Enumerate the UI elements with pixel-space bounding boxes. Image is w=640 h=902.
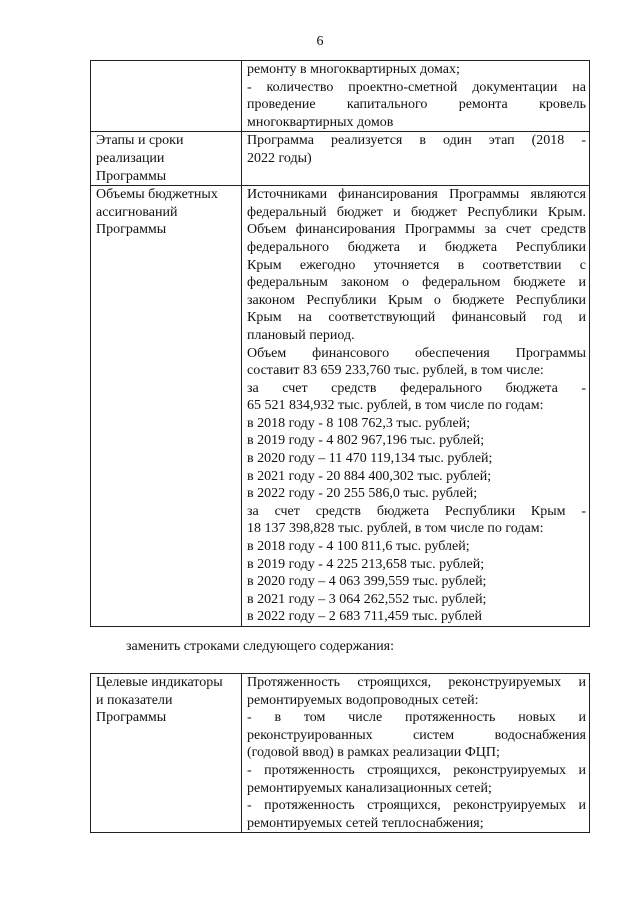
text-line: 18 137 398,828 тыс. рублей, в том числе по годам: (247, 521, 544, 537)
row-label-cell (91, 186, 242, 627)
row-content-cell (242, 132, 590, 186)
text-line: - в том числе протяженность новых и (247, 710, 586, 726)
text-line: в 2018 году - 4 100 811,6 тыс. рублей; (247, 539, 470, 555)
text-line: многоквартирных домов (247, 114, 394, 130)
text-line: Источниками финансирования Программы являются (247, 187, 586, 203)
row-label-line: Целевые индикаторы (96, 675, 223, 690)
row-label-line: Программы (96, 222, 167, 238)
row-label-line: Программы (96, 168, 167, 184)
text-line: (годовой ввод) в рамках реализации ФЦП; (247, 745, 500, 761)
table-row (91, 61, 590, 132)
table-row (91, 186, 590, 627)
text-line: Крым ежегодно уточняется в соответствии с (247, 257, 586, 273)
text-line: ремонту в многоквартирных домах; (247, 62, 460, 77)
table-row (91, 674, 590, 833)
row-label-line: Объемы бюджетных (96, 187, 218, 203)
text-line: за счет средств бюджета Республики Крым - (247, 503, 586, 519)
text-line: ремонтируемых водопроводных сетей: (247, 692, 479, 708)
text-line: за счет средств федерального бюджета - (247, 380, 586, 396)
text-line: проведение капитального ремонта кровель (247, 97, 586, 113)
text-line: ремонтируемых сетей теплоснабжения; (247, 815, 484, 831)
text-line: реконструированных систем водоснабжения (247, 727, 586, 743)
text-line: в 2019 году - 4 225 213,658 тыс. рублей; (247, 556, 485, 572)
text-line: 65 521 834,932 тыс. рублей, в том числе по годам: (247, 398, 544, 414)
text-line: в 2022 году - 20 255 586,0 тыс. рублей; (247, 486, 478, 502)
text-line: законом Республики Крым о бюджете Республики (247, 292, 586, 308)
text-line: в 2021 году - 20 884 400,302 тыс. рублей; (247, 468, 492, 484)
text-line: в 2020 году – 11 470 119,134 тыс. рублей; (247, 451, 493, 467)
text-line: в 2022 году – 2 683 711,459 тыс. рублей (247, 609, 483, 625)
passport-table-new (90, 673, 590, 833)
row-label-line: Программы (96, 710, 167, 726)
text-line: составит 83 659 233,760 тыс. рублей, в том числе: (247, 363, 544, 379)
row-label-cell (91, 132, 242, 186)
table-row (91, 132, 590, 186)
row-label-line: Этапы и сроки (96, 133, 184, 149)
page-number: 6 (316, 34, 324, 49)
text-line: - протяженность строящихся, реконструируемых и (247, 762, 586, 778)
row-content-cell (242, 61, 590, 132)
row-label-line: ассигнований (96, 204, 178, 220)
text-line: Крым на соответствующий финансовый год и (247, 310, 586, 326)
text-line: в 2020 году – 4 063 399,559 тыс. рублей; (247, 574, 487, 590)
row-label-cell (91, 674, 242, 833)
row-label-cell (91, 61, 242, 132)
text-line: Объем финансового обеспечения Программы (247, 345, 586, 361)
text-line: федеральный бюджет и бюджет Республики Крым. (247, 204, 586, 220)
text-line: плановый период. (247, 327, 355, 343)
text-line: - количество проектно-сметной документации на (247, 79, 586, 95)
passport-table-old (90, 60, 590, 627)
text-line: в 2018 году - 8 108 762,3 тыс. рублей; (247, 415, 471, 431)
text-line: - протяженность строящихся, реконструируемых и (247, 798, 586, 814)
row-label-line: реализации (96, 150, 165, 166)
row-content-cell (242, 674, 590, 833)
row-label-line: и показатели (96, 692, 173, 708)
text-line: Протяженность строящихся, реконструируемых и (247, 675, 586, 690)
replacement-instruction: заменить строками следующего содержания: (126, 639, 395, 654)
text-line: федеральным законом о федеральном бюджете и (247, 275, 586, 291)
text-line: 2022 годы) (247, 150, 312, 166)
text-line: Объем финансирования Программы за счет средств (247, 222, 586, 238)
text-line: Программа реализуется в один этап (2018 - (247, 133, 586, 149)
text-line: в 2021 году – 3 064 262,552 тыс. рублей; (247, 591, 487, 607)
text-line: федерального бюджета и бюджета Республики (247, 239, 586, 255)
text-line: ремонтируемых канализационных сетей; (247, 780, 492, 796)
text-line: в 2019 году - 4 802 967,196 тыс. рублей; (247, 433, 485, 449)
row-content-cell (242, 186, 590, 627)
